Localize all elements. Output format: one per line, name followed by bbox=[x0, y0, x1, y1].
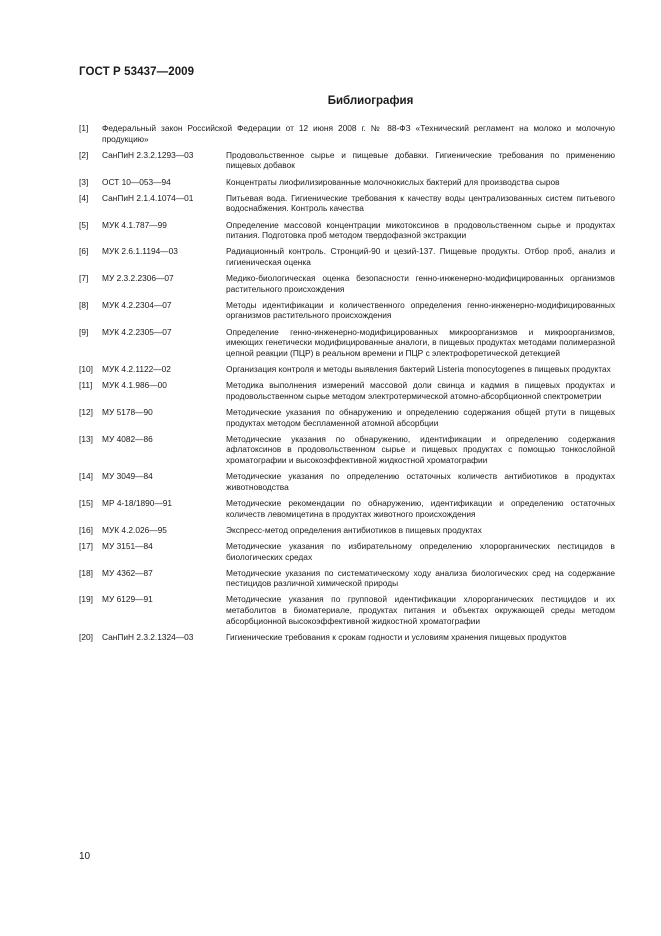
bibliography-entry bbox=[79, 246, 615, 267]
entry-number: [17] bbox=[79, 540, 93, 551]
bibliography-list bbox=[79, 123, 615, 648]
entry-code: МР 4-18/1890—91 bbox=[102, 497, 173, 508]
entry-text: Концентраты лиофилизированные молочнокислых бактерий для производства сыров bbox=[226, 176, 560, 187]
bibliography-entry bbox=[79, 498, 615, 519]
entry-code: ОСТ 10—053—94 bbox=[102, 176, 171, 187]
bibliography-entry bbox=[79, 471, 615, 492]
entry-text: Методика выполнения измерений массовой доли свинца и кадмия в пищевых продуктах и продовольственном сырье методом электротермической атомно-абсорбционной спектрометрии bbox=[226, 380, 615, 401]
entry-number: [10] bbox=[79, 364, 93, 375]
entry-code: МУ 2.3.2.2306—07 bbox=[102, 273, 174, 284]
entry-text: Методические указания по систематическому ходу анализа биологических сред на содержание пестицидов различной химической природы bbox=[226, 567, 615, 589]
entry-text: Методические рекомендации по обнаружению, идентификации и определению остаточных количеств левомицетина в продуктах животного происхождения bbox=[226, 497, 615, 519]
bibliography-entry bbox=[79, 193, 615, 214]
page-number: 10 bbox=[79, 851, 91, 862]
document-header: ГОСТ Р 53437—2009 bbox=[79, 66, 195, 78]
bibliography-entry bbox=[79, 273, 615, 294]
entry-code: МУ 4082—86 bbox=[102, 433, 153, 444]
entry-code: МУ 5178—90 bbox=[102, 407, 153, 417]
entry-code: СанПиН 2.1.4.1074—01 bbox=[102, 192, 194, 203]
entry-number: [5] bbox=[79, 219, 89, 230]
entry-number: [2] bbox=[79, 149, 89, 160]
entry-code: МУК 4.2.2304—07 bbox=[102, 299, 172, 310]
entry-number: [19] bbox=[79, 594, 93, 605]
entry-text: Методические указания по определению остаточных количеств антибиотиков в продуктах животноводства bbox=[226, 471, 615, 492]
entry-number: [14] bbox=[79, 471, 93, 482]
entry-text: Радиационный контроль. Стронций-90 и цезий-137. Пищевые продукты. Отбор проб, анализ и гигиеническая оценка bbox=[226, 246, 615, 267]
entry-number: [6] bbox=[79, 246, 89, 257]
entry-text: Методы идентификации и количественного определения генно-инженерно-модифицированных организмов растительного происхождения bbox=[226, 299, 615, 321]
entry-number: [3] bbox=[79, 176, 89, 187]
entry-code: МУК 2.6.1.1194—03 bbox=[102, 246, 178, 257]
entry-text: Организация контроля и методы выявления бактерий Listeria monocytogenes в пищевых продуктах bbox=[226, 364, 611, 375]
section-title: Библиография bbox=[327, 95, 414, 107]
entry-text: Определение массовой концентрации микотоксинов в продовольственном сырье и продуктах питания. Подготовка проб методом твердофазной экстракции bbox=[226, 219, 615, 241]
entry-number: [12] bbox=[79, 407, 93, 417]
entry-code: МУ 6129—91 bbox=[102, 594, 153, 605]
entry-number: [7] bbox=[79, 273, 89, 284]
entry-number: [9] bbox=[79, 326, 89, 337]
entry-number: [20] bbox=[79, 631, 93, 642]
bibliography-entry bbox=[79, 327, 615, 359]
entry-code: МУК 4.2.026—95 bbox=[102, 524, 167, 535]
entry-number: [1] bbox=[79, 123, 89, 133]
entry-text: Медико-биологическая оценка безопасности генно-инженерно-модифицированных организмов растительного происхождения bbox=[226, 273, 615, 294]
entry-number: [4] bbox=[79, 192, 89, 203]
entry-code: МУК 4.1.986—00 bbox=[102, 380, 167, 391]
entry-code: МУ 3049—84 bbox=[102, 471, 153, 482]
entry-text: Продовольственное сырье и пищевые добавки. Гигиенические требования по применению пищевых добавок bbox=[226, 149, 615, 171]
bibliography-entry bbox=[79, 150, 615, 171]
bibliography-entry bbox=[79, 594, 615, 626]
bibliography-entry bbox=[79, 380, 615, 401]
entry-number: [13] bbox=[79, 433, 93, 444]
bibliography-entry bbox=[79, 541, 615, 562]
entry-text: Определение генно-инженерно-модифицированных микроорганизмов и микроорганизмов, имеющих генетически модифицированные аналоги, в пищевых продуктах методами полимеразной цепной реакции (ПЦР) в реальном времени и ПЦР с электрофоретической детекцией bbox=[226, 326, 615, 358]
entry-code: МУК 4.2.1122—02 bbox=[102, 364, 171, 375]
bibliography-entry bbox=[79, 632, 615, 643]
entry-number: [8] bbox=[79, 299, 89, 310]
entry-text: Экспресс-метод определения антибиотиков в пищевых продуктах bbox=[226, 524, 482, 535]
entry-text: Методические указания по обнаружению и определению содержания общей ртути в пищевых продуктах методом беспламенной атомной абсорбции bbox=[226, 407, 615, 428]
entry-number: [15] bbox=[79, 497, 93, 508]
entry-code: МУК 4.2.2305—07 bbox=[102, 326, 172, 337]
entry-number: [16] bbox=[79, 524, 93, 535]
bibliography-entry bbox=[79, 177, 615, 188]
entry-number: [11] bbox=[79, 380, 93, 391]
entry-code: МУК 4.1.787—99 bbox=[102, 219, 167, 230]
entry-code: СанПиН 2.3.2.1293—03 bbox=[102, 149, 194, 160]
bibliography-entry bbox=[79, 300, 615, 321]
entry-text: Питьевая вода. Гигиенические требования к качеству воды централизованных систем питьевого водоснабжения. Контроль качества bbox=[226, 192, 615, 214]
entry-text: Методические указания по групповой идентификации хлорорганических пестицидов и их метаболитов в биоматериале, продуктах питания и объектах окружающей среды методом абсорбционной высокоэффективной жидкостной хроматографии bbox=[226, 594, 615, 626]
entry-text: Методические указания по обнаружению, идентификации и определению содержания афлатоксинов в продовольственном сырье и пищевых продуктах с помощью тонкослойной хроматографии и высокоэффективной жидкостной хроматографии bbox=[226, 433, 615, 465]
bibliography-entry bbox=[79, 220, 615, 241]
entry-text: Федеральный закон Российской Федерации от 12 июня 2008 г. № 88-ФЗ «Технический регламент на молоко и молочную продукцию» bbox=[102, 123, 615, 144]
entry-code: СанПиН 2.3.2.1324—03 bbox=[102, 631, 194, 642]
bibliography-entry bbox=[79, 407, 615, 428]
entry-code: МУ 4362—87 bbox=[102, 567, 153, 578]
entry-text: Гигиенические требования к срокам годности и условиям хранения пищевых продуктов bbox=[226, 631, 567, 642]
entry-number: [18] bbox=[79, 567, 93, 578]
bibliography-entry bbox=[79, 123, 615, 144]
entry-code: МУ 3151—84 bbox=[102, 540, 153, 551]
bibliography-entry bbox=[79, 568, 615, 589]
bibliography-entry bbox=[79, 364, 615, 375]
bibliography-entry bbox=[79, 434, 615, 466]
bibliography-entry bbox=[79, 525, 615, 536]
entry-text: Методические указания по избирательному определению хлорорганических пестицидов в биологических средах bbox=[226, 540, 615, 562]
